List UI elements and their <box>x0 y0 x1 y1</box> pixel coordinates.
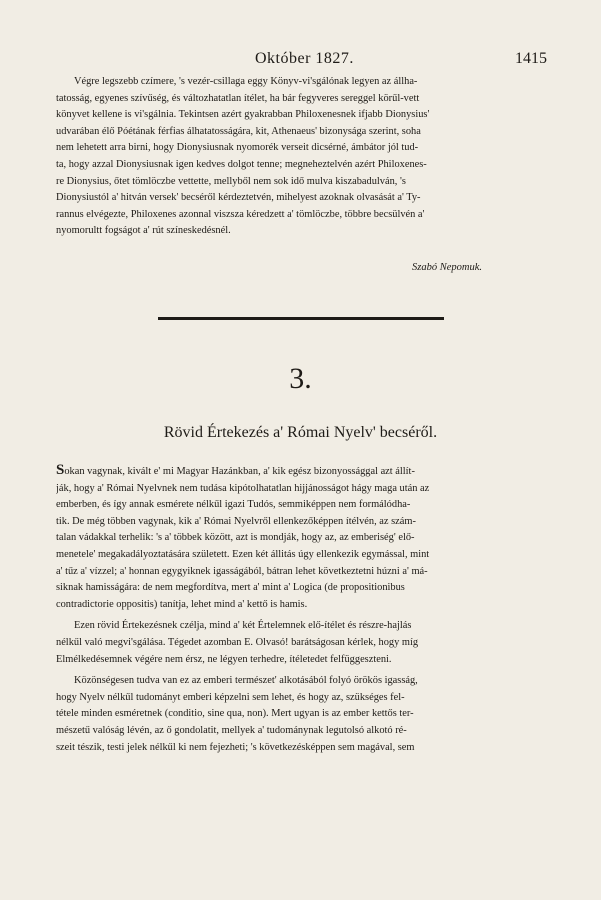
section-title: Rövid Értekezés a' Római Nyelv' becséről. <box>163 424 438 441</box>
text-line: Ezen rövid Értekezésnek czélja, mind a' két Értelemnek elő-ítélet és részre-hajlás <box>74 620 412 632</box>
text-line: emberben, és így annak esmérete nélkűl igazi Tudós, semmiképpen nem formálódha- <box>56 499 411 511</box>
text-line: tétele minden esméretnek (conditio, sine qua, non). Mert ugyan is az ember kettős ter- <box>56 708 414 720</box>
text-line: talan vádakkal terhelik: 's a' többek között, azt is mondják, hogy az, az emberiség' elő- <box>56 532 415 544</box>
text-line: hogy Nyelv nélkűl tudományt emberi képzelni sem lehet, és hogy az, szükséges fel- <box>56 691 405 703</box>
text-line: siknak hamisságára: de nem megfordítva, mert a' mint a' Logica (de propositionibus <box>56 582 405 594</box>
text-line: ják, hogy a' Római Nyelvnek nem tudása kipótolhatatlan hijjánosságot hágy maga után az <box>56 482 430 494</box>
text-line: menetele' megakadályoztatására született. Ezen két állitás úgy ellenkezik egymással, mint <box>56 548 430 560</box>
text-line <box>56 462 556 481</box>
page-header <box>0 50 601 74</box>
text-line: nyomorultt fogságot a' rút színeskedésnél. <box>56 225 231 237</box>
previous-article-ending <box>56 74 556 240</box>
text-line: nem lehetett arra birni, hogy Dionysiusnak nyomorék verseit dicsérné, ámbátor jól tud- <box>56 142 419 154</box>
section-divider <box>158 317 444 320</box>
text-line: nélkűl való megvi'sgálása. Tégedet azomban E. Olvasó! barátságosan kérlek, hogy míg <box>56 636 419 648</box>
text-line: contradictorie oppositis) tanítja, lehet mind a' kettő is hamis. <box>56 598 308 610</box>
author-signature: Szabó Nepomuk. <box>412 262 482 273</box>
text-line: re Dionysius, őtet tömlöczbe vettette, mellyből nem sok idő mulva kiszabadulván, 's <box>56 175 406 187</box>
text-line: Dionysiustól a' hitván versek' becséről kérdeztetvén, mihelyest azoknak olvasását a' Ty- <box>56 192 421 204</box>
text-line: szeit tészik, testi jelek nélkűl ki nem fejezheti; 's következésképpen sem magával, sem <box>56 741 415 753</box>
text-line: Közönségesen tudva van ez az emberi természet' alkotásából folyó örökös igasság, <box>74 675 418 687</box>
running-title: Október 1827. <box>255 50 354 67</box>
text-line: Végre legszebb czímere, 's vezér-csillaga eggy Könyv-vi'sgálónak legyen az állha- <box>74 76 418 87</box>
text-line: tatosság, egyenes szívűség, és változhatatlan ítélet, ha bár fegyveres sereggel körűl-vett <box>56 92 420 104</box>
text-line: könyvet kellene is vi'sgálnia. Tekintsen azért gyakrabban Philoxenesnek ifjabb Dionysius' <box>56 109 430 121</box>
text-line: rannus elvégezte, Philoxenes azonnal viszsza kéredzett a' tömlöczbe, többre becsülvén a' <box>56 208 425 220</box>
article-body <box>56 462 556 756</box>
text-line: Elmélkedésemnek végére nem érsz, ne légyen terhedre, ítéletedet felfüggeszteni. <box>56 653 392 665</box>
text-line-content: okan vagynak, kivált e' mi Magyar Hazánkban, a' kik egész bizonyossággal azt állít- <box>64 466 415 477</box>
text-line: tik. De még többen vagynak, kik a' Római Nyelvről ellenkezőképpen ítélvén, az szám- <box>56 515 416 527</box>
section-number: 3. <box>289 362 312 395</box>
drop-cap: S <box>56 462 65 478</box>
page-number: 1415 <box>515 50 547 67</box>
text-line: mészetű valóság lévén, az ő gondolatit, mellyek a' tudománynak legutolsó alkotó ré- <box>56 724 407 736</box>
text-line: udvarában élő Póétának férfias álhatatosságára, kit, Athenaeus' bizonyságа szerint, soha <box>56 125 421 137</box>
text-line: ta, hogy azzal Dionysiusnak igen kedves dolgot tenne; megneheztelvén azért Philoxenes- <box>56 158 427 170</box>
text-line: a' tűz a' vízzel; a' honnan egygyiknek igasságából, bátran lehet következtetni húzni a' má- <box>56 565 428 577</box>
